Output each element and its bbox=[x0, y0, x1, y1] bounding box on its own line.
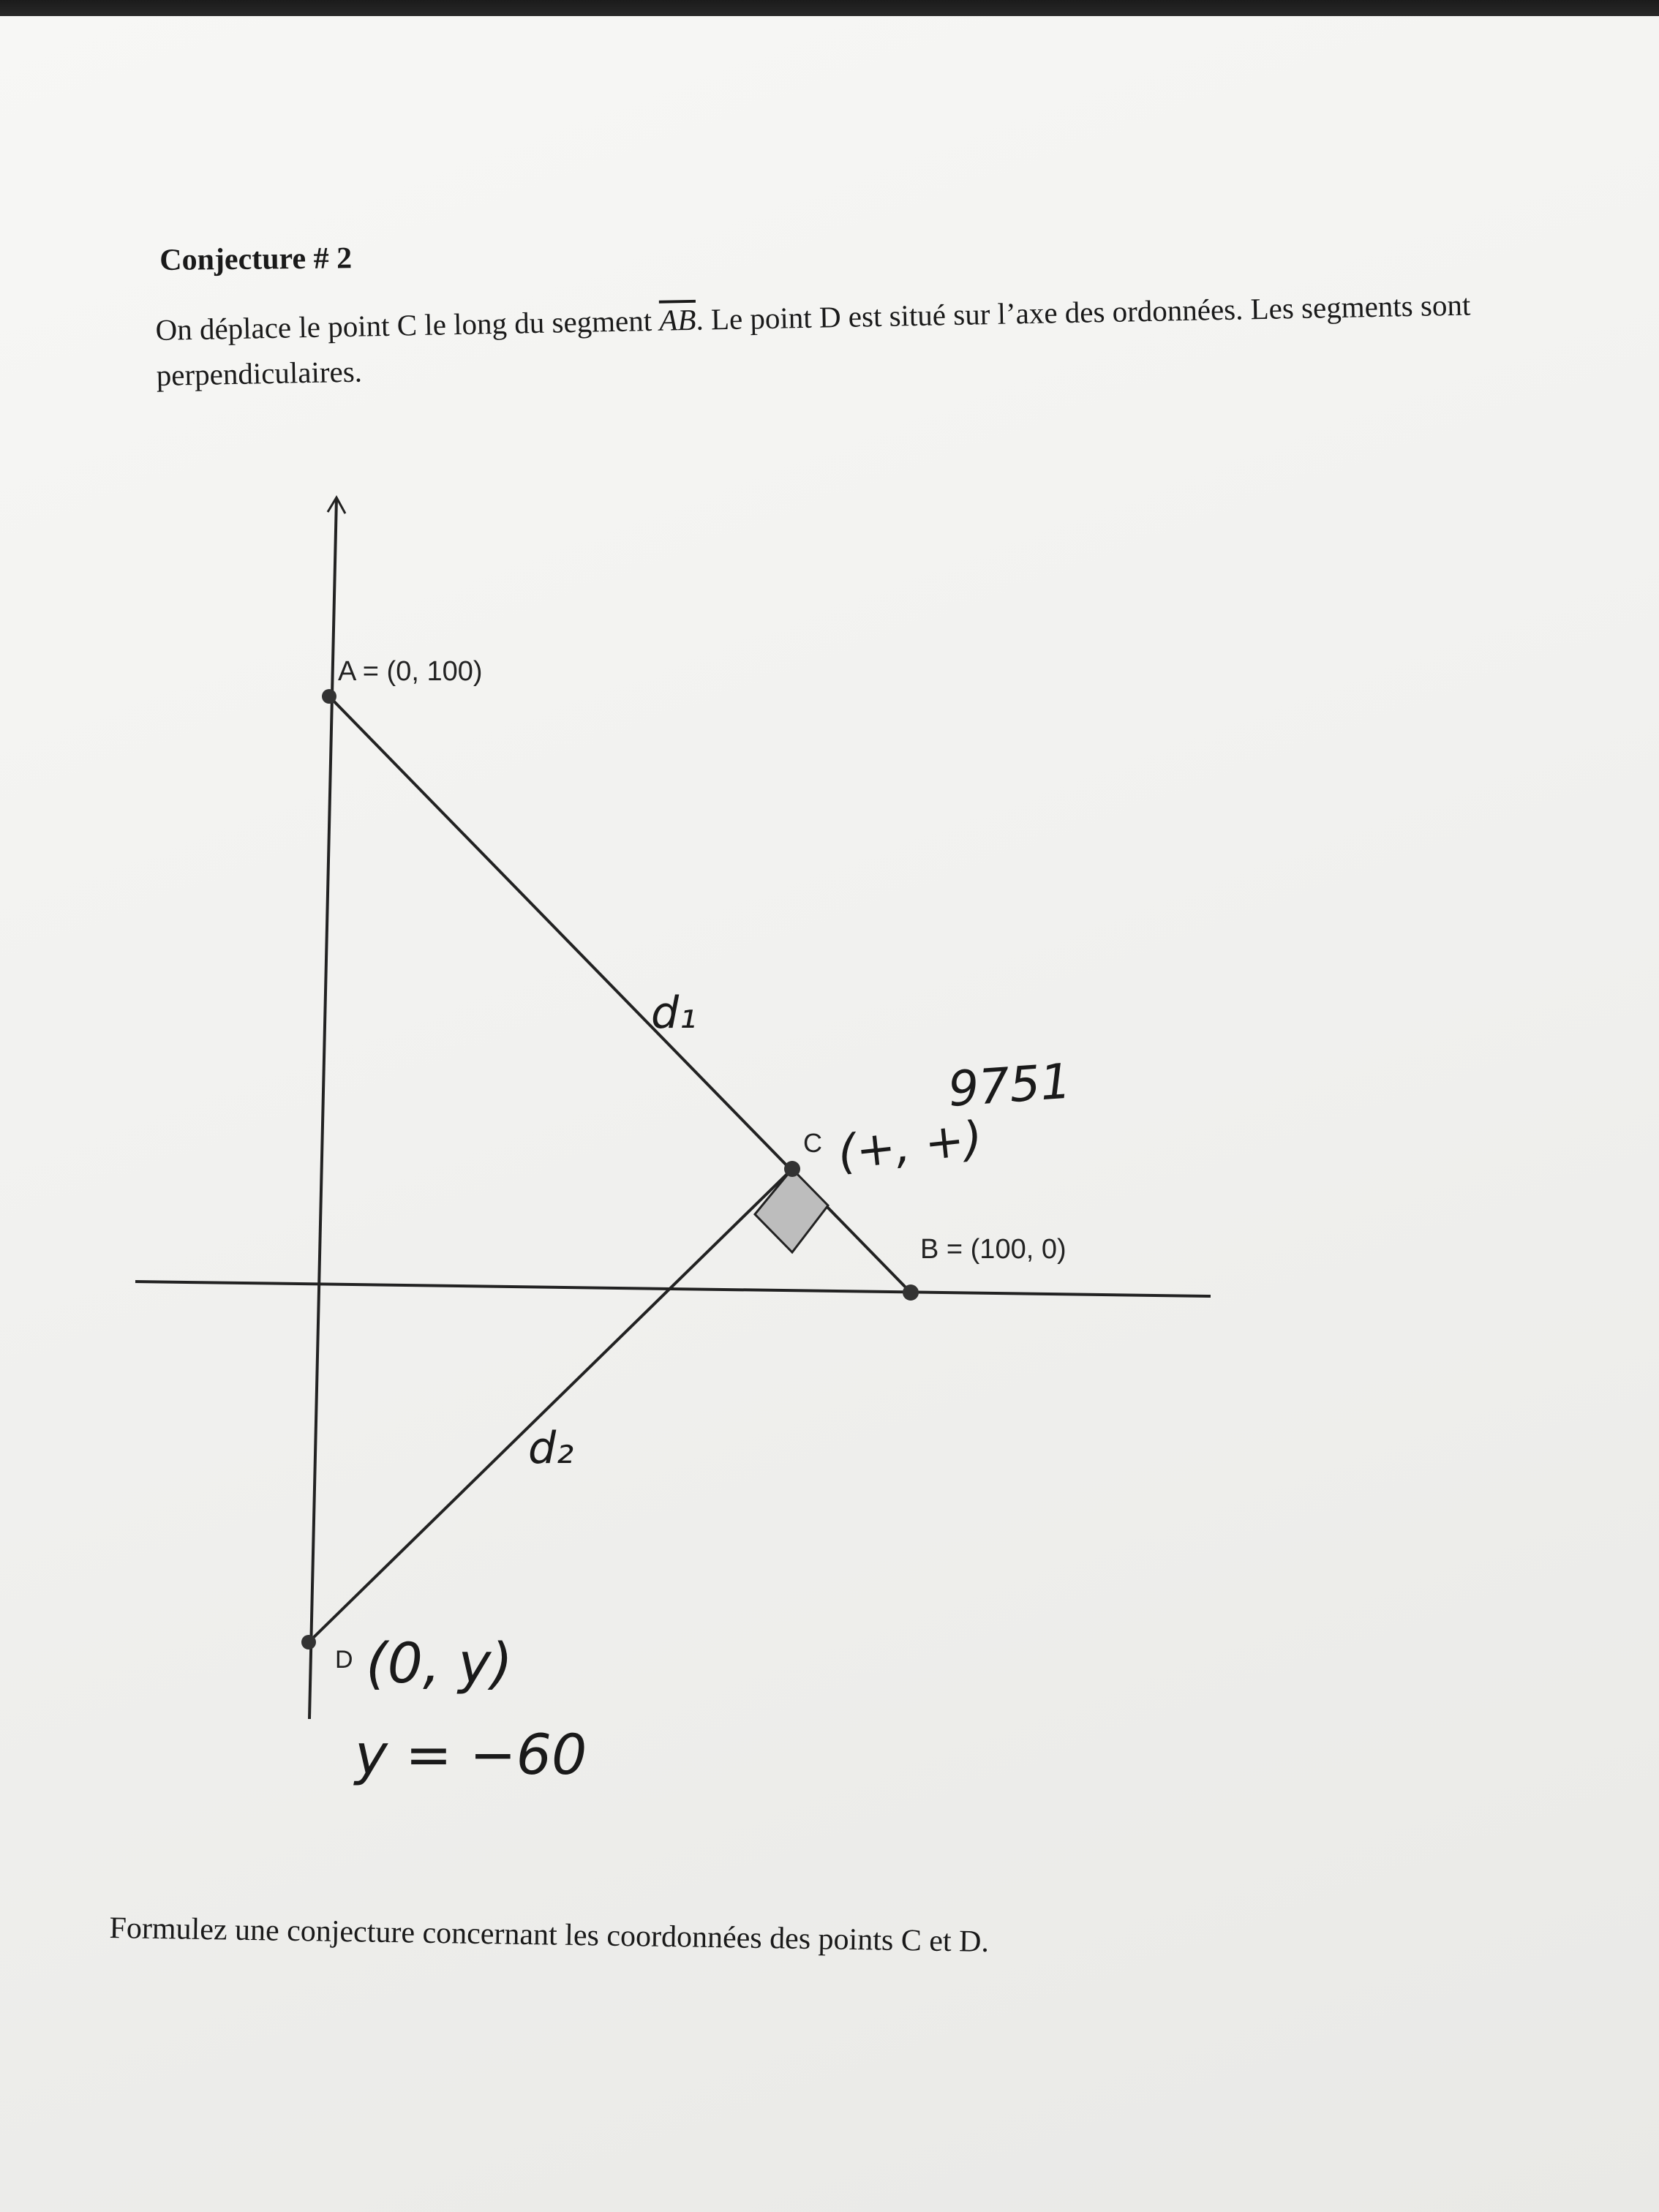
question-text: Formulez une conjecture concernant les coordonnées des points C et D. bbox=[109, 1911, 990, 1959]
y-axis bbox=[309, 497, 336, 1719]
handwritten-d-result: y = −60 bbox=[355, 1722, 587, 1787]
handwritten-note: 9751 bbox=[946, 1053, 1073, 1118]
segment-ab-label: $\overline{AB}$ bbox=[658, 302, 696, 337]
handwritten-d-coords: (0, y) bbox=[366, 1630, 513, 1696]
handwritten-d2: d₂ bbox=[528, 1423, 574, 1474]
right-angle-marker bbox=[755, 1169, 828, 1252]
point-a-label: A = (0, 100) bbox=[338, 656, 483, 687]
page-title: Conjecture # 2 bbox=[159, 241, 353, 277]
segment-cd bbox=[309, 1169, 792, 1642]
statement-part-2: . Le point D est situé sur l’axe des ordonnées. Les segments sont perpendiculaires. bbox=[156, 287, 1471, 392]
point-d-label: D bbox=[335, 1646, 353, 1674]
point-a bbox=[322, 689, 336, 704]
point-d bbox=[301, 1635, 316, 1649]
point-c-label: C bbox=[803, 1128, 822, 1158]
point-b-label: B = (100, 0) bbox=[920, 1234, 1066, 1265]
statement-part-1: On déplace le point C le long du segment bbox=[155, 303, 660, 347]
handwritten-d1: d₁ bbox=[651, 988, 697, 1039]
point-b bbox=[903, 1284, 919, 1301]
point-c bbox=[784, 1161, 800, 1177]
handwritten-c-coords: (+, +) bbox=[835, 1111, 985, 1181]
